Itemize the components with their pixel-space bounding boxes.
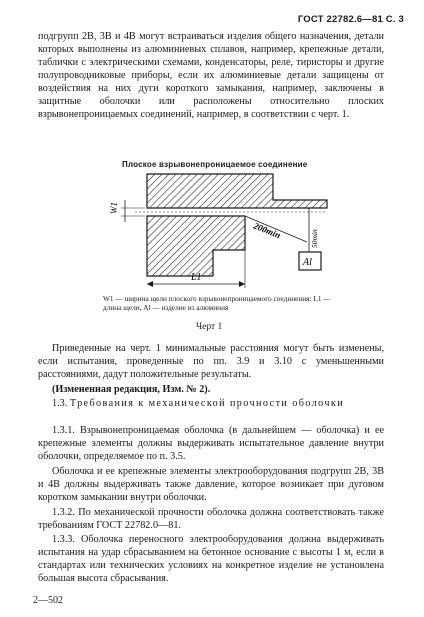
- figure-number: Черт 1: [196, 322, 223, 332]
- page-footer: 2—502: [33, 595, 63, 606]
- page-header: ГОСТ 22782.6—81 С. 3: [297, 14, 404, 25]
- al-label: Al: [303, 257, 312, 268]
- figure-caption: W1 — ширина щели плоского взрывонепроницаемого соединения; L1 — длина щели, Al — изделие из алюминия: [103, 294, 331, 312]
- paragraph-1-3-3: 1.3.3. Оболочка переносного электрооборудования должна выдерживать испытания на удар сбрасыванием на бетонное основание с высоты 1 м, если в стандартах или технических условиях на конкретное изделие не установлена большая высота сбрасывания.: [38, 534, 384, 584]
- figure-1-drawing: [95, 170, 335, 292]
- l1-label: L1: [191, 272, 202, 283]
- section-1-3-number: 1.3.: [52, 398, 68, 409]
- figure-title: Плоское взрывонепроницаемое соединение: [122, 160, 308, 169]
- dimension-200-label: 200min: [252, 220, 282, 241]
- paragraph-1: Приведенные на черт. 1 минимальные расстояния могут быть изменены, если испытания, проведенные по пп. 3.9 и 3.10 с уменьшенными расстояниями, дадут положительные результаты.: [38, 343, 384, 380]
- paragraph-1-3-2: 1.3.2. По механической прочности оболочка должна соответствовать также требованиям ГОСТ 22782.0—81.: [38, 507, 384, 531]
- section-1-3-title: Требования к механической прочности оболочки: [69, 398, 345, 409]
- section-1-3: [38, 397, 384, 410]
- paragraph-electrical: Оболочка и ее крепежные элементы электрооборудования подгрупп 2В, 3В и 4В должны выдерживать также давление, которое возникает при дуговом коротком замыкании внутри оболочки.: [38, 466, 384, 503]
- paragraph-1-3-1: 1.3.1. Взрывонепроницаемая оболочка (в дальнейшем — оболочка) и ее крепежные элементы должны выдерживать испытательное давление внутри оболочки, определяемое по п. 3.5.: [38, 425, 384, 462]
- paragraph-amendment: (Измененная редакция, Изм. № 2).: [52, 384, 211, 395]
- lower-plate: [147, 216, 245, 276]
- intro-paragraph: подгрупп 2В, 3В и 4В могут встраиваться изделия общего назначения, детали которых выполнены из алюминиевых сплавов, например, крепежные детали, таблички с электрическими схемами, конденсаторы, реле, тиристоры и другие полупроводниковые приборы, если их алюминиевые детали защищены от воздействия на них дуги короткого замыкания, например, заключены в защитные оболочки или расположены относительно плоских взрывонепроницаемых соединений, например, в соответствии с черт. 1.: [38, 31, 384, 120]
- w1-label: W1: [109, 202, 119, 214]
- upper-plate: [147, 174, 327, 208]
- dimension-50-label: 50min: [310, 229, 319, 248]
